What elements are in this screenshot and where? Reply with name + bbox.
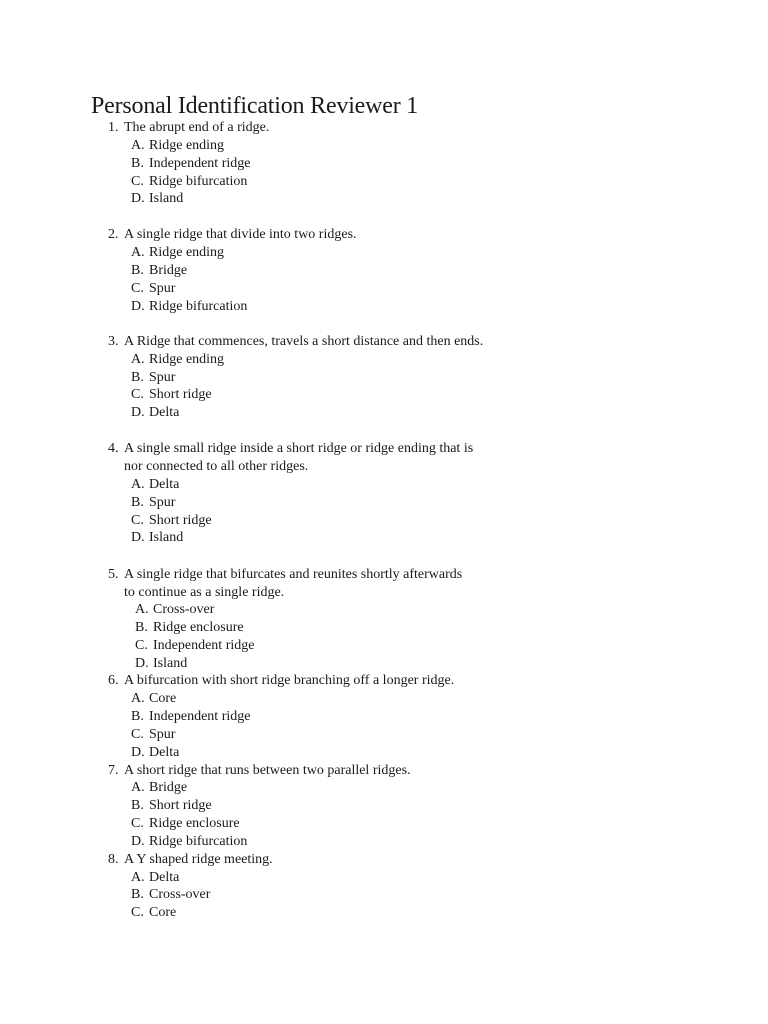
option-letter: C. — [131, 513, 144, 528]
option-text: Independent ridge — [149, 156, 251, 171]
option-letter: A. — [131, 352, 145, 367]
option-text: Independent ridge — [149, 709, 251, 724]
option-letter: A. — [131, 691, 145, 706]
option-text: Core — [149, 691, 177, 706]
option-text: Ridge ending — [149, 138, 225, 153]
question-6-option-a — [131, 690, 176, 708]
question-4-option-d — [131, 529, 183, 547]
question-number: 4. — [108, 441, 119, 456]
option-text: Cross-over — [153, 602, 215, 617]
question-text: to continue as a single ridge. — [124, 585, 285, 600]
question-8-option-b — [131, 886, 210, 904]
question-number: 8. — [108, 852, 119, 867]
option-letter: B. — [131, 887, 144, 902]
question-text: A single small ridge inside a short ridge or ridge ending that is — [124, 441, 474, 456]
question-text: A single ridge that divide into two ridges. — [124, 227, 357, 242]
option-letter: B. — [131, 263, 144, 278]
option-text: Ridge bifurcation — [149, 834, 248, 849]
option-text: Spur — [149, 495, 176, 510]
option-letter: A. — [135, 602, 149, 617]
question-number: 1. — [108, 120, 119, 135]
option-letter: D. — [131, 191, 145, 206]
option-text: Cross-over — [149, 887, 211, 902]
question-1-option-a — [131, 137, 224, 155]
option-text: Island — [153, 656, 188, 671]
option-text: Short ridge — [149, 387, 212, 402]
option-letter: B. — [131, 156, 144, 171]
question-number: 3. — [108, 334, 119, 349]
option-text: Spur — [149, 281, 176, 296]
question-4-option-b — [131, 494, 175, 512]
question-7-option-a — [131, 779, 187, 797]
option-letter: A. — [131, 245, 145, 260]
question-text: A short ridge that runs between two parallel ridges. — [124, 763, 411, 778]
option-text: Ridge bifurcation — [149, 174, 248, 189]
option-letter: B. — [131, 709, 144, 724]
option-letter: A. — [131, 477, 145, 492]
question-3-option-c — [131, 386, 212, 404]
question-text: A Ridge that commences, travels a short distance and then ends. — [124, 334, 484, 349]
question-8-option-a — [131, 869, 179, 887]
question-6-option-c — [131, 726, 175, 744]
option-letter: D. — [135, 656, 149, 671]
option-letter: D. — [131, 299, 145, 314]
question-7-option-b — [131, 797, 212, 815]
option-text: Delta — [149, 405, 180, 420]
question-6-option-d — [131, 744, 179, 762]
question-5-option-d — [135, 655, 187, 673]
question-1-option-b — [131, 155, 250, 173]
question-4-option-a — [131, 476, 179, 494]
question-2-option-c — [131, 280, 175, 298]
question-1-option-d — [131, 190, 183, 208]
question-4-option-c — [131, 512, 212, 530]
option-letter: C. — [131, 816, 144, 831]
option-letter: B. — [131, 798, 144, 813]
option-text: Island — [149, 191, 184, 206]
option-letter: C. — [131, 174, 144, 189]
question-5-option-a — [135, 601, 214, 619]
option-letter: D. — [131, 405, 145, 420]
question-number: 2. — [108, 227, 119, 242]
option-letter: D. — [131, 834, 145, 849]
question-2-option-d — [131, 298, 247, 316]
question-text: nor connected to all other ridges. — [124, 459, 309, 474]
question-text: A Y shaped ridge meeting. — [124, 852, 273, 867]
option-letter: A. — [131, 138, 145, 153]
question-5-option-b — [135, 619, 244, 637]
option-text: Short ridge — [149, 798, 212, 813]
option-letter: B. — [131, 370, 144, 385]
question-text: A single ridge that bifurcates and reunites shortly afterwards — [124, 567, 463, 582]
question-3-option-b — [131, 369, 175, 387]
page-title: Personal Identification Reviewer 1 — [91, 93, 419, 119]
question-number: 6. — [108, 673, 119, 688]
option-text: Ridge enclosure — [149, 816, 240, 831]
question-text: The abrupt end of a ridge. — [124, 120, 270, 135]
option-letter: C. — [131, 727, 144, 742]
question-5-option-c — [135, 637, 254, 655]
option-text: Delta — [149, 745, 180, 760]
question-1-option-c — [131, 173, 247, 191]
option-text: Island — [149, 530, 184, 545]
option-text: Ridge enclosure — [153, 620, 244, 635]
question-2-option-b — [131, 262, 187, 280]
question-number: 5. — [108, 567, 119, 582]
option-text: Delta — [149, 477, 180, 492]
question-3-option-d — [131, 404, 179, 422]
option-letter: D. — [131, 745, 145, 760]
option-text: Bridge — [149, 780, 188, 795]
option-text: Spur — [149, 727, 176, 742]
option-text: Spur — [149, 370, 176, 385]
option-text: Delta — [149, 870, 180, 885]
option-letter: C. — [131, 281, 144, 296]
option-text: Independent ridge — [153, 638, 255, 653]
option-letter: B. — [135, 620, 148, 635]
question-8-option-c — [131, 904, 176, 922]
option-text: Ridge bifurcation — [149, 299, 248, 314]
option-text: Core — [149, 905, 177, 920]
option-text: Ridge ending — [149, 352, 225, 367]
option-text: Short ridge — [149, 513, 212, 528]
question-number: 7. — [108, 763, 119, 778]
option-letter: C. — [135, 638, 148, 653]
question-7-option-d — [131, 833, 247, 851]
option-text: Bridge — [149, 263, 188, 278]
question-text: A bifurcation with short ridge branching off a longer ridge. — [124, 673, 455, 688]
option-letter: D. — [131, 530, 145, 545]
question-6-option-b — [131, 708, 250, 726]
option-letter: C. — [131, 905, 144, 920]
option-letter: A. — [131, 870, 145, 885]
question-2-option-a — [131, 244, 224, 262]
option-letter: B. — [131, 495, 144, 510]
question-3-option-a — [131, 351, 224, 369]
option-text: Ridge ending — [149, 245, 225, 260]
question-7-option-c — [131, 815, 240, 833]
option-letter: A. — [131, 780, 145, 795]
option-letter: C. — [131, 387, 144, 402]
